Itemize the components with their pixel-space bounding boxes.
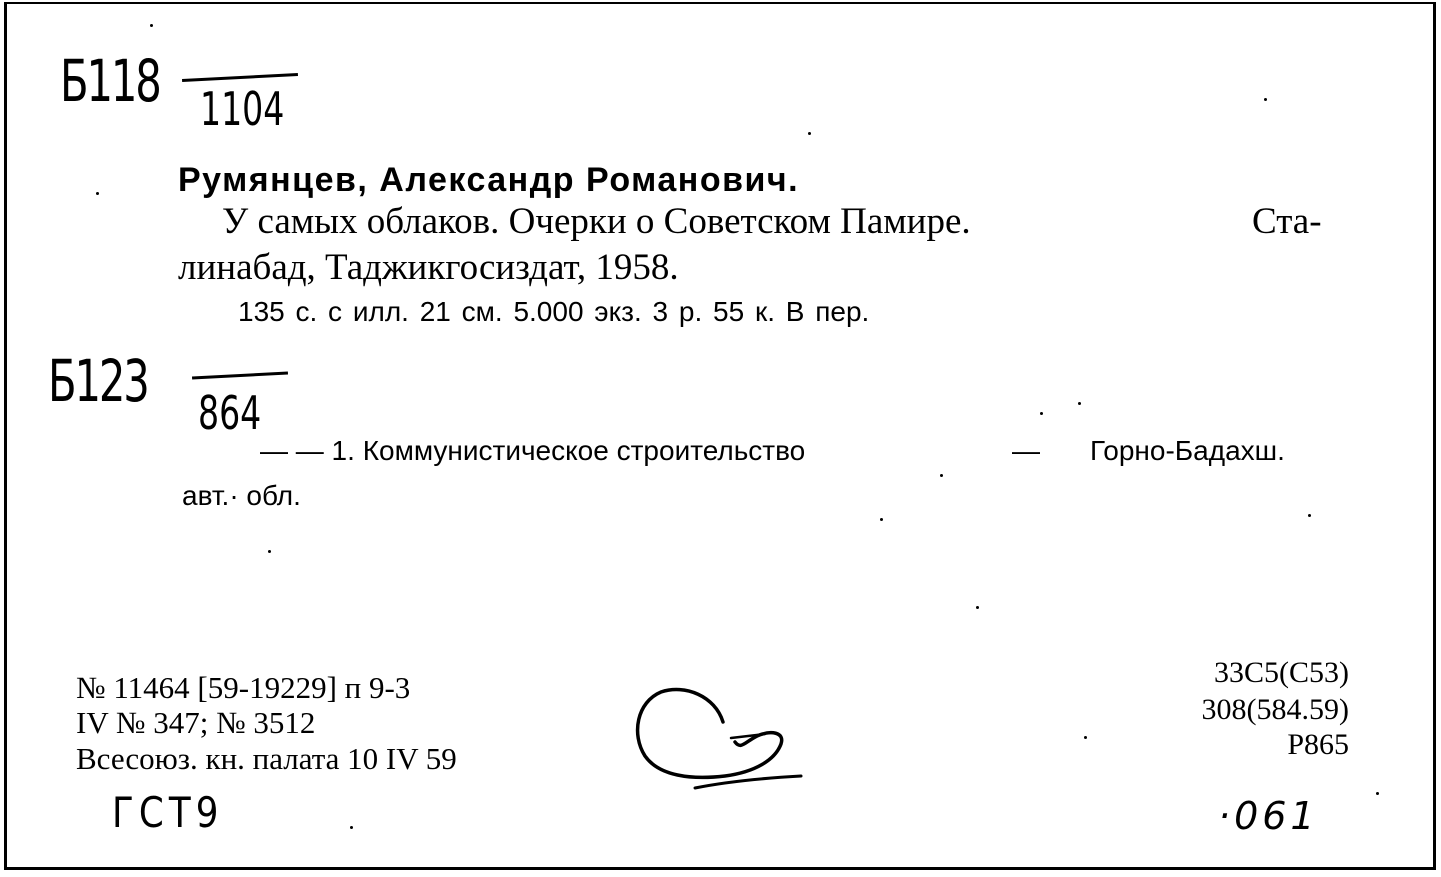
scan-speck	[976, 606, 979, 609]
scan-speck	[808, 132, 811, 135]
call-number-2: 864	[198, 386, 262, 440]
scan-speck	[150, 24, 153, 27]
author-heading: Румянцев, Александр Романович.	[178, 161, 800, 199]
subject-heading: — — 1. Коммунистическое строительство	[260, 435, 806, 466]
title-line-2: линабад, Таджикгосиздат, 1958.	[178, 247, 679, 288]
signature-stamp-icon	[625, 676, 815, 796]
classification-line-2: 308(584.59)	[1201, 693, 1349, 726]
subject-heading-line-2: авт.· обл.	[182, 480, 301, 511]
call-number-prefix-2: Б123	[48, 347, 148, 415]
imprint-line-2: IV № 347; № 3512	[76, 705, 316, 740]
scan-speck	[1078, 402, 1081, 405]
scan-speck	[1308, 514, 1311, 517]
scan-speck	[880, 518, 883, 521]
scan-speck	[940, 474, 943, 477]
scan-speck	[1376, 792, 1379, 795]
title-line-1: У самых облаков. Очерки о Советском Памире.	[222, 201, 971, 242]
scan-speck	[1264, 98, 1267, 101]
subject-dash: —	[1012, 435, 1040, 466]
physical-description: 135 с. с илл. 21 см. 5.000 экз. 3 р. 55 к. В пер.	[238, 296, 870, 327]
imprint-line-3: Всесоюз. кн. палата 10 IV 59	[76, 741, 457, 776]
scan-speck	[96, 192, 99, 195]
classification-line-3: Р865	[1287, 728, 1349, 761]
scan-speck	[268, 550, 271, 553]
scan-speck	[350, 826, 353, 829]
handwritten-code: ГСТ9	[112, 788, 224, 837]
call-number-1: 1104	[200, 82, 285, 136]
subject-heading-end: Горно-Бадахш.	[1090, 435, 1285, 466]
imprint-line-1: № 11464 [59-19229] п 9-3	[76, 670, 411, 705]
title-line-1-end: Ста-	[1252, 201, 1322, 242]
handwritten-number: ·061	[1218, 794, 1319, 838]
call-number-prefix-1: Б118	[60, 47, 160, 115]
scan-speck	[1084, 736, 1087, 739]
classification-line-1: 33С5(С53)	[1214, 656, 1349, 689]
scan-speck	[1040, 412, 1043, 415]
